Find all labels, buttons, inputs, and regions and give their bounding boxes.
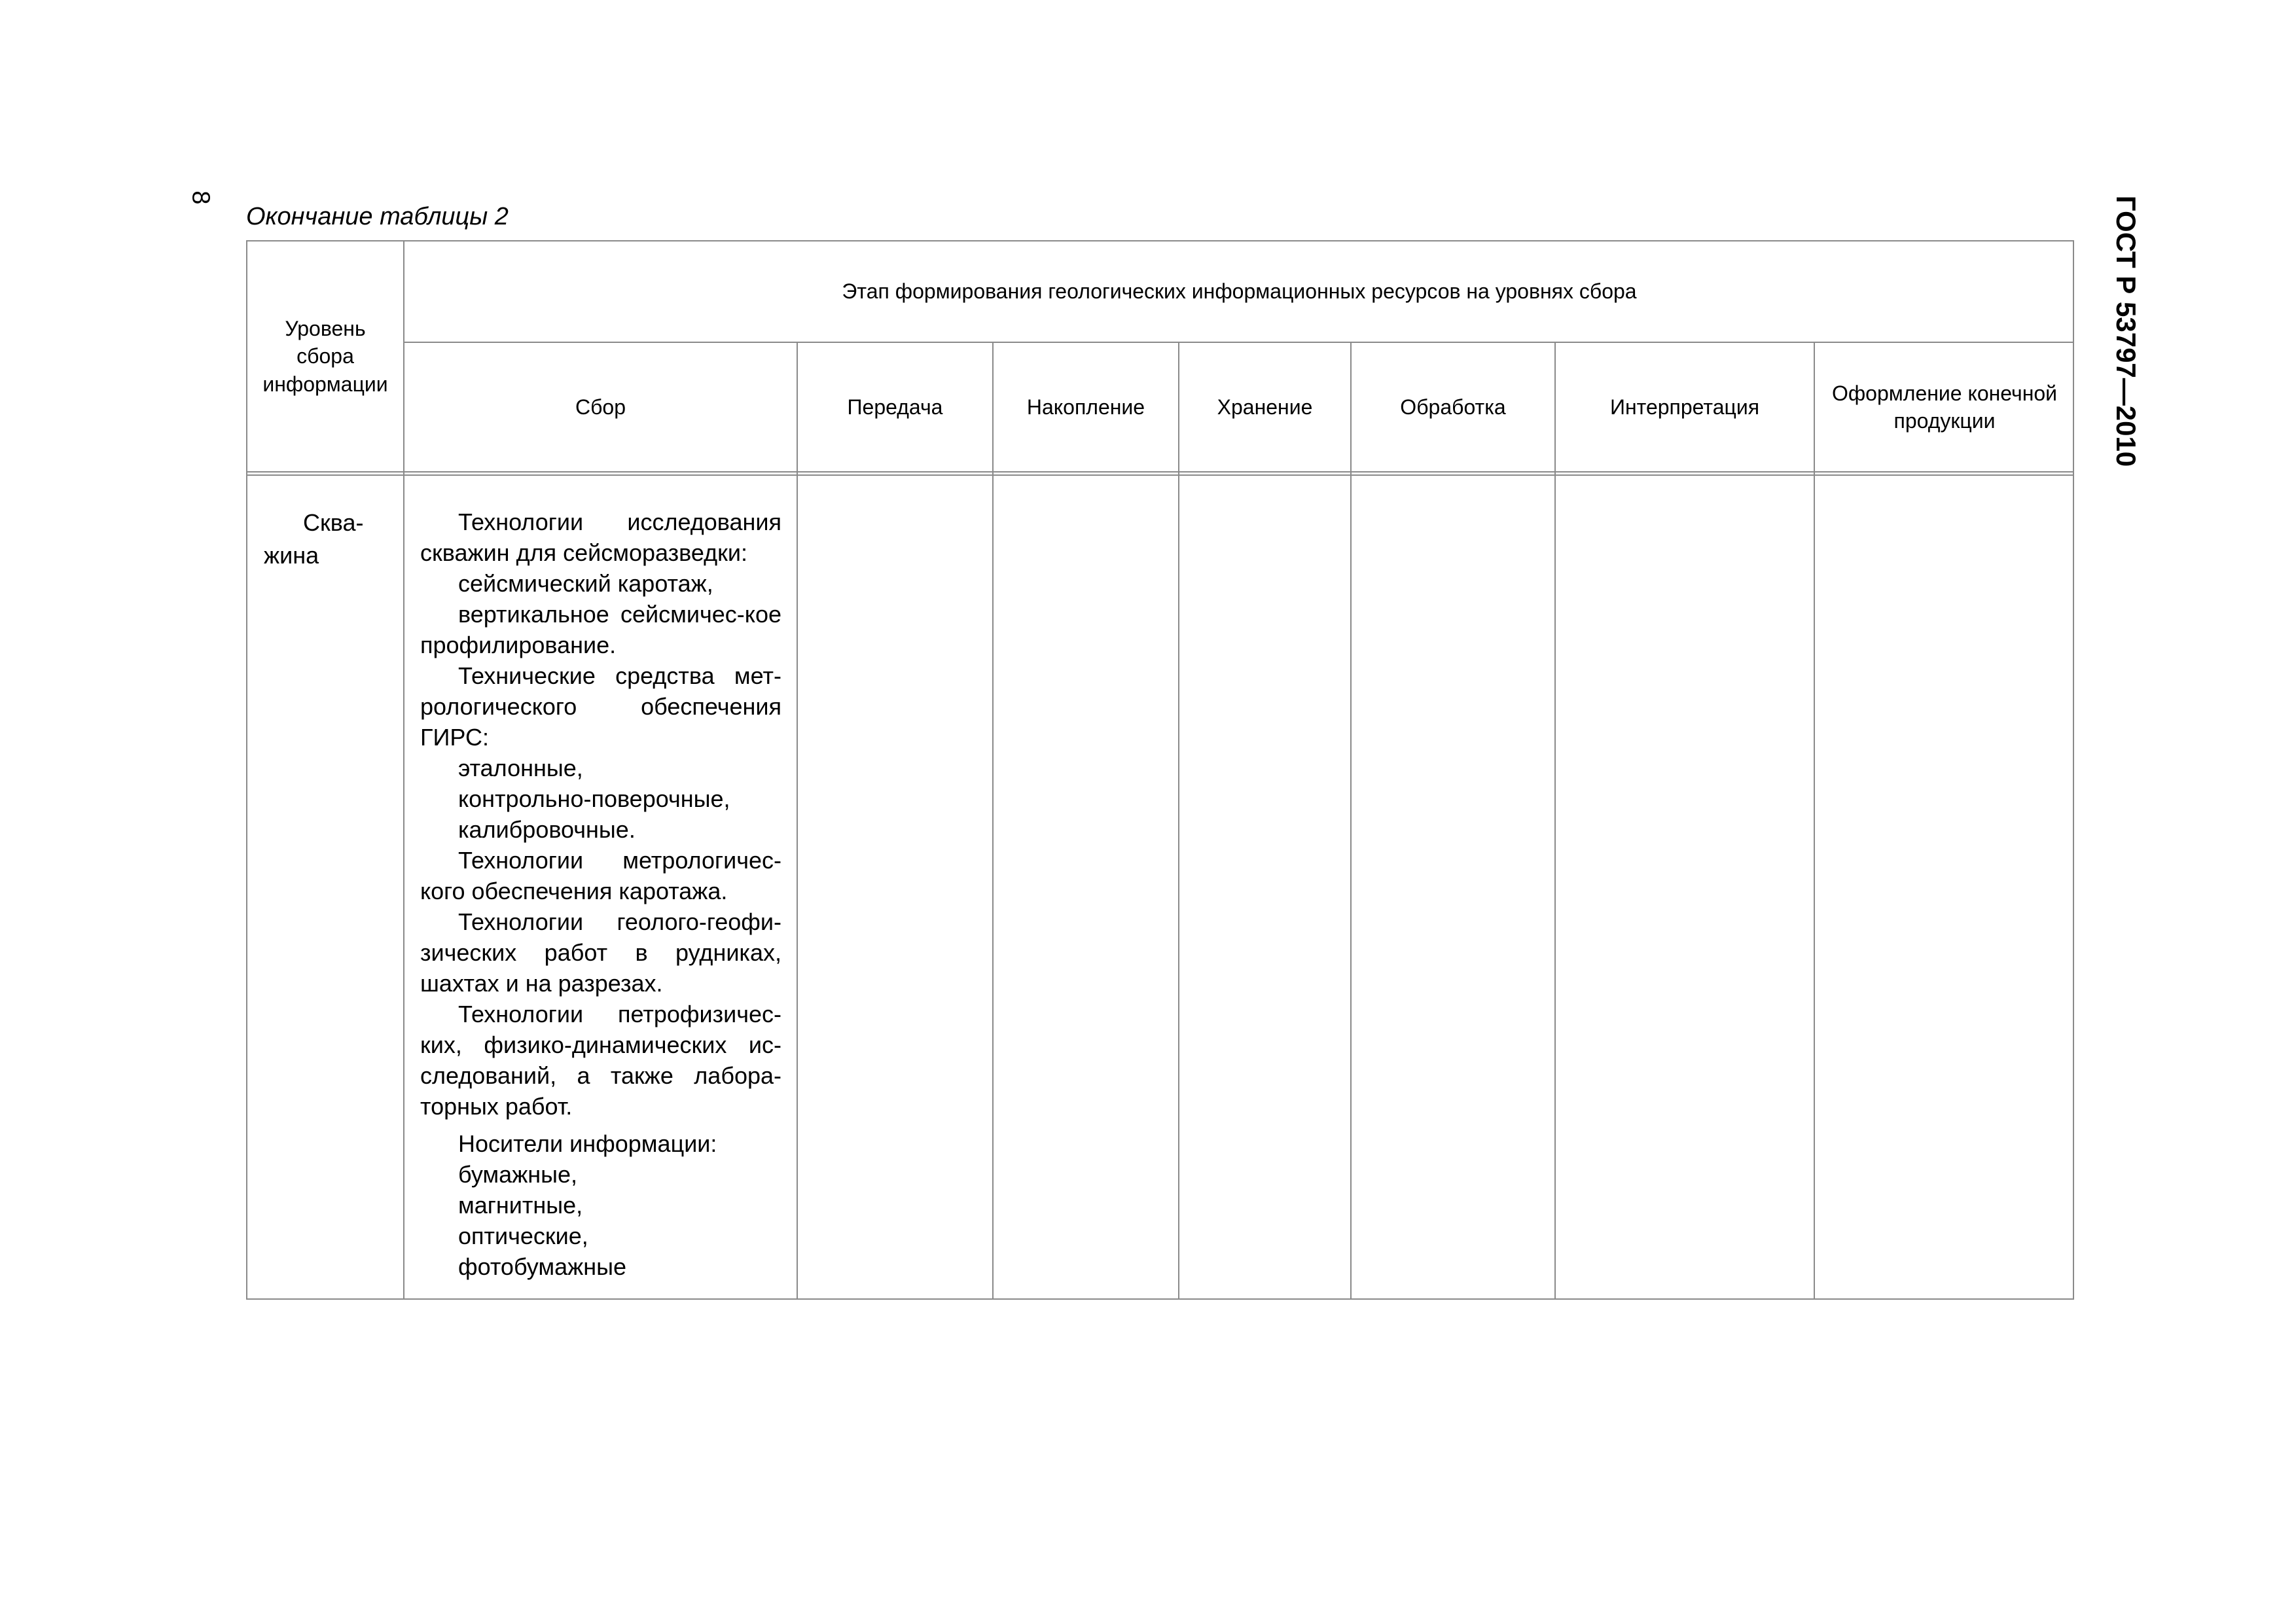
header-final-product: Оформление конечной продукции	[1831, 381, 2058, 433]
header-stage-group: Этап формирования геологических информационных ресурсов на уровнях сбора	[842, 279, 1637, 304]
header-bottom-rule	[247, 471, 2073, 473]
page-number: 8	[187, 190, 215, 205]
list-item: оптические,	[458, 1222, 588, 1249]
column-divider	[1814, 342, 1815, 1300]
table-caption: Окончание таблицы 2	[246, 203, 509, 230]
column-divider	[797, 342, 798, 1300]
list-item: калибровочные.	[458, 816, 636, 843]
header-storage: Хранение	[1217, 395, 1313, 419]
header-transfer: Передача	[847, 395, 943, 419]
header-bottom-rule	[247, 474, 2073, 476]
paragraph: Технологии петрофизичес-ких, физико-динамических ис-следований, а также лабора-торных работ.	[420, 1001, 781, 1120]
level-line: Сква-	[303, 509, 364, 536]
list-item: магнитные,	[458, 1192, 583, 1219]
column-divider	[1350, 342, 1352, 1300]
document-code: ГОСТ Р 53797—2010	[2111, 195, 2142, 467]
paragraph: Технологии геолого-геофи-зических работ в рудниках, шахтах и на разрезах.	[420, 908, 781, 997]
paragraph: Носители информации:	[458, 1130, 717, 1157]
header-accumulation: Накопление	[1026, 395, 1145, 419]
list-item: сейсмический каротаж,	[458, 570, 713, 597]
paragraph: Технологии исследования скважин для сейсморазведки:	[420, 508, 781, 566]
column-divider	[1554, 342, 1556, 1300]
list-item: контрольно-поверочные,	[458, 785, 730, 812]
paragraph: вертикальное сейсмичес-кое профилирование.	[420, 601, 781, 658]
column-divider	[1178, 342, 1179, 1300]
level-line: жина	[264, 542, 319, 569]
list-item: бумажные,	[458, 1161, 578, 1188]
column-divider	[992, 342, 994, 1300]
header-collect: Сбор	[575, 395, 626, 419]
header-interpretation: Интерпретация	[1609, 395, 1760, 419]
header-level: Уровень сбора информации	[262, 317, 388, 396]
level-cell	[247, 507, 403, 573]
table-2	[246, 240, 2074, 1300]
paragraph: Технологии метрологичес-кого обеспечения каротажа.	[420, 847, 781, 904]
list-item: эталонные,	[458, 755, 583, 781]
collect-cell	[420, 507, 781, 1282]
paragraph: Технические средства мет-рологического обеспечения ГИРС:	[420, 662, 781, 751]
list-item: фотобумажные	[458, 1253, 627, 1280]
header-processing: Обработка	[1400, 395, 1506, 419]
